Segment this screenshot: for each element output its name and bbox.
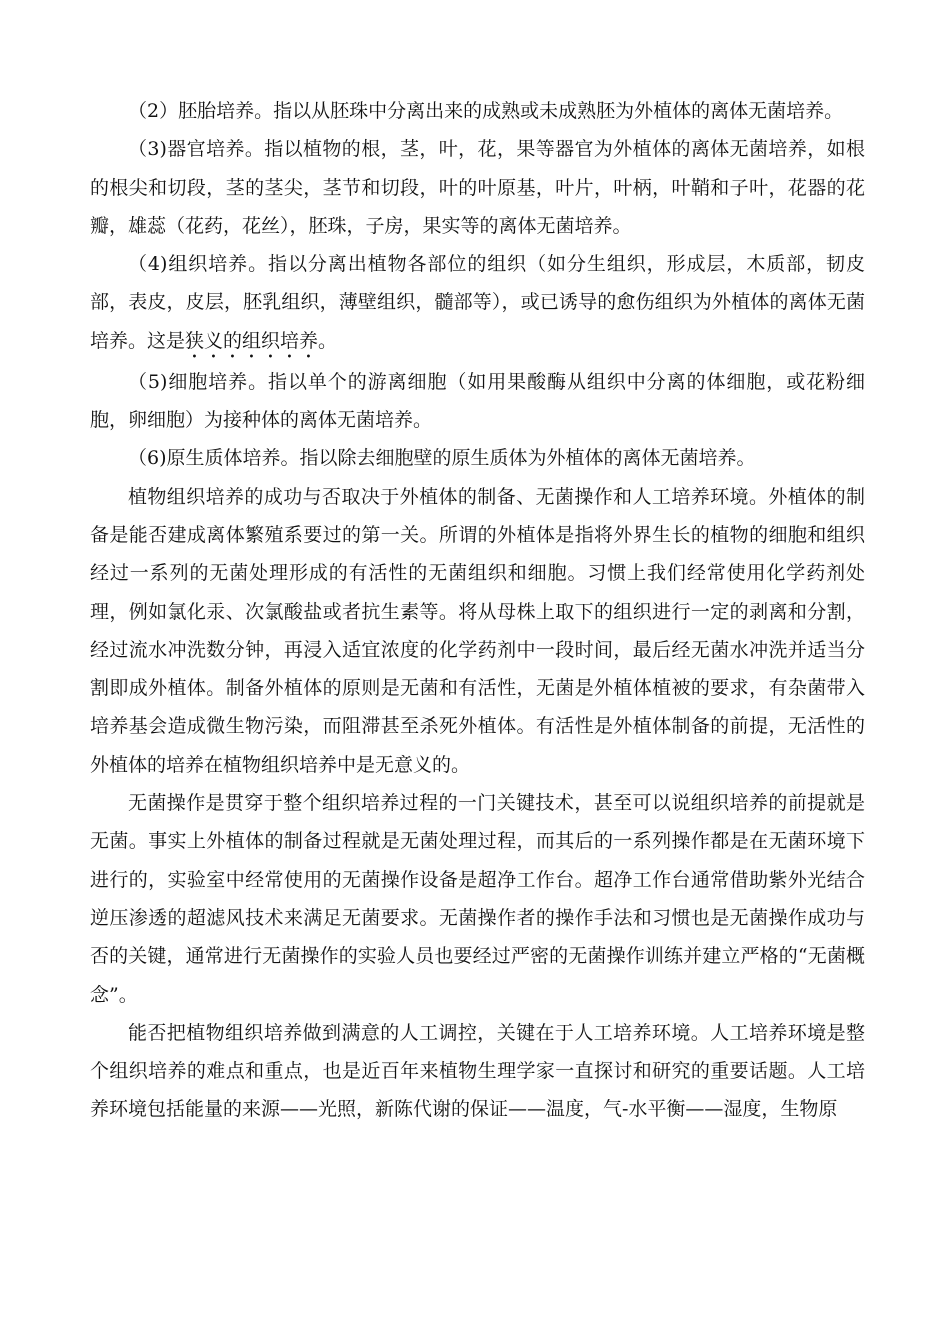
paragraph-tissue-culture: [90, 245, 865, 363]
tissue-culture-end: 。: [318, 329, 338, 352]
paragraph-organ-culture: （3)器官培养。指以植物的根，茎，叶，花，果等器官为外植体的离体无菌培养，如根的根尖和切段，茎的茎尖，茎节和切段，叶的叶原基，叶片，叶柄，叶鞘和子叶，花器的花瓣，雄蕊（花药，花丝），胚珠，子房，果实等的离体无菌培养。: [90, 138, 865, 237]
tissue-culture-text: （4)组织培养。指以分离出植物各部位的组织（如分生组织，形成层，木质部，韧皮部，表皮，皮层，胚乳组织，薄壁组织，髓部等），或已诱导的愈伤组织为外植体的离体无菌培养。这是: [90, 253, 865, 352]
narrow-definition-emphasis: 狭义的组织培养: [185, 329, 319, 352]
paragraph-protoplast-culture: （6)原生质体培养。指以除去细胞壁的原生质体为外植体的离体无菌培养。: [128, 447, 756, 470]
paragraph-aseptic-operation: 无菌操作是贯穿于整个组织培养过程的一门关键技术，甚至可以说组织培养的前提就是无菌。事实上外植体的制备过程就是无菌处理过程，而其后的一系列操作都是在无菌环境下进行的，实验室中经常使用的无菌操作设备是超净工作台。超净工作台通常借助紫外光结合逆压渗透的超滤风技术来满足无菌要求。无菌操作者的操作手法和习惯也是无菌操作成功与否的关键，通常进行无菌操作的实验人员也要经过严密的无菌操作训练并建立严格的“无菌概念”。: [90, 792, 865, 1006]
paragraph-cell-culture: （5)细胞培养。指以单个的游离细胞（如用果酸酶从组织中分离的体细胞，或花粉细胞，卵细胞）为接种体的离体无菌培养。: [90, 370, 865, 432]
paragraph-culture-environment: 能否把植物组织培养做到满意的人工调控，关键在于人工培养环境。人工培养环境是整个组织培养的难点和重点，也是近百年来植物生理学家一直探讨和研究的重要话题。人工培养环境包括能量的来源——光照，新陈代谢的保证——温度，气-水平衡——湿度，生物原: [90, 1021, 865, 1121]
document-page: [90, 92, 865, 1129]
paragraph-explant-preparation: 植物组织培养的成功与否取决于外植体的制备、无菌操作和人工培养环境。外植体的制备是能否建成离体繁殖系要过的第一关。所谓的外植体是指将外界生长的植物的细胞和组织经过一系列的无菌处理形成的有活性的无菌组织和细胞。习惯上我们经常使用化学药剂处理，例如氯化汞、次氯酸盐或者抗生素等。将从母株上取下的组织进行一定的剥离和分割，经过流水冲洗数分钟，再浸入适宜浓度的化学药剂中一段时间，最后经无菌水冲洗并适当分割即成外植体。制备外植体的原则是无菌和有活性，无菌是外植体植被的要求，有杂菌带入培养基会造成微生物污染，而阻滞甚至杀死外植体。有活性是外植体制备的前提，无活性的外植体的培养在植物组织培养中是无意义的。: [90, 485, 865, 776]
paragraph-embryo-culture: （2）胚胎培养。指以从胚珠中分离出来的成熟或未成熟胚为外植体的离体无菌培养。: [128, 100, 844, 122]
